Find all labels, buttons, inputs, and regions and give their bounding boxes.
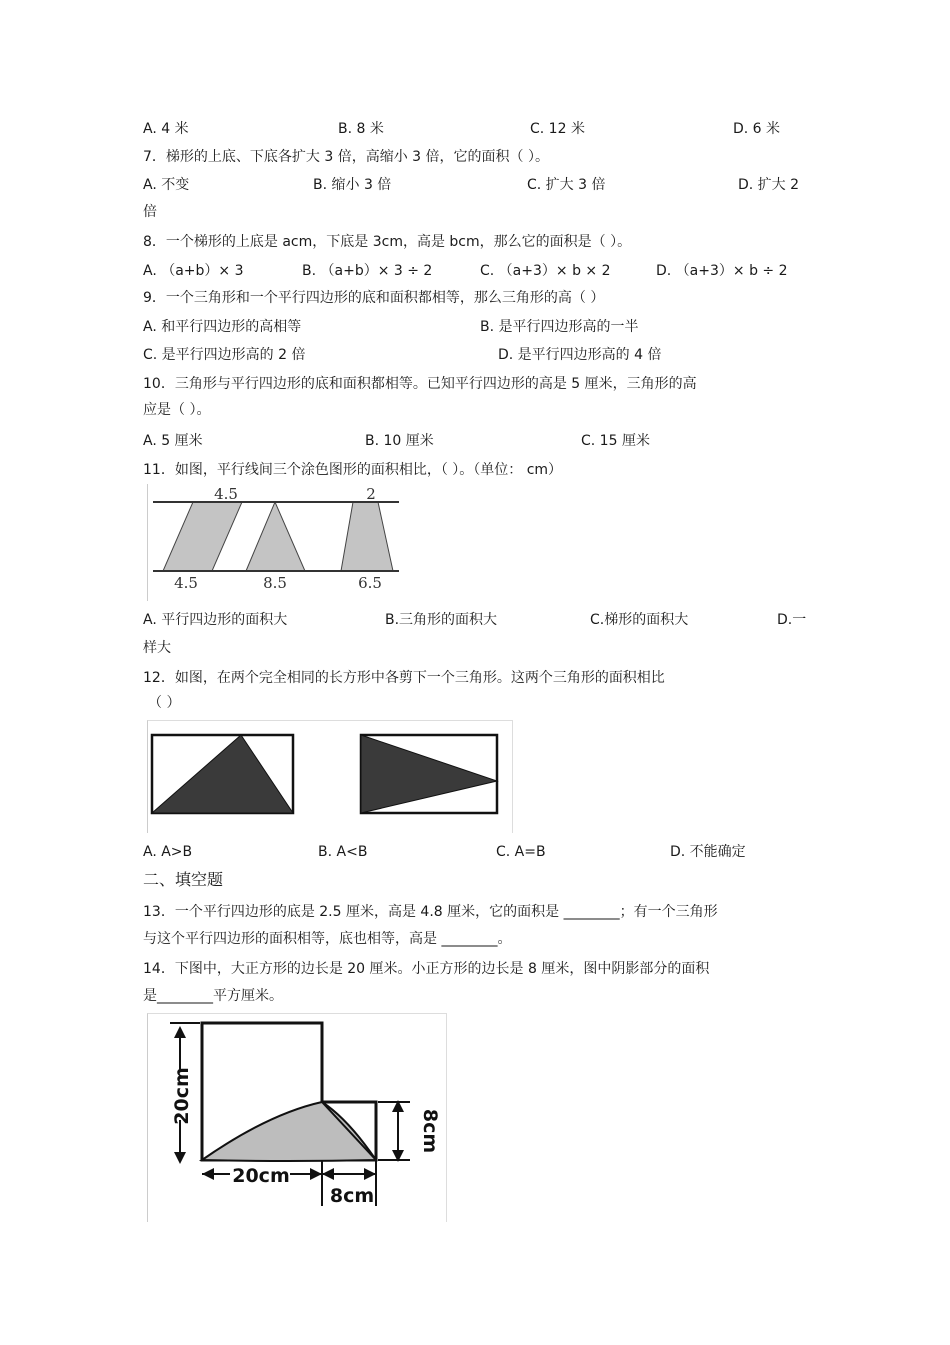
q11-label-bot1: 4.5 [174,574,198,592]
q14-stem-line2: 是________平方厘米。 [143,988,283,1004]
q6-option-d: D. 6 米 [733,121,781,137]
q7-option-d-wrap: 倍 [143,204,157,220]
q6-option-c: C. 12 米 [530,121,585,137]
q8-option-a: A. （a+b）× 3 [143,263,244,279]
q14-left-arrow-bottom [174,1152,186,1164]
q12-figure [147,720,513,833]
q12-option-b: B. A<B [318,844,368,860]
q10-stem-line2: 应是（ ）。 [143,402,211,418]
q11-figure [147,484,416,601]
q11-option-d-wrap: 样大 [143,640,171,656]
section-title-fill-blank: 二、填空题 [143,870,224,889]
q11-parallelogram [163,502,242,571]
q7-option-b: B. 缩小 3 倍 [313,177,392,193]
q8-stem: 8．一个梯形的上底是 acm，下底是 3cm，高是 bcm，那么它的面积是（ ）。 [143,234,632,250]
q14-label-bottom2: 8cm [329,1185,375,1207]
q11-option-d: D.一 [777,612,807,628]
q6-option-a: A. 4 米 [143,121,189,137]
q14-figure [147,1013,447,1222]
q14-bottom-arrow-mid2 [322,1168,334,1180]
q9-option-a: A. 和平行四边形的高相等 [143,319,302,335]
q10-stem-line1: 10．三角形与平行四边形的底和面积都相等。已知平行四边形的高是 5 厘米，三角形的高 [143,376,697,392]
q11-label-top1: 4.5 [214,485,238,503]
q10-option-c: C. 15 厘米 [581,433,650,449]
q11-label-bot2: 8.5 [263,574,287,592]
q14-label-right: 8cm [419,1108,441,1154]
q13-stem-line1: 13．一个平行四边形的底是 2.5 厘米，高是 4.8 厘米，它的面积是 ________；有一个三角形 [143,904,718,920]
q11-triangle [246,502,305,571]
q12-option-d: D. 不能确定 [670,844,746,860]
q14-stem-line1: 14．下图中，大正方形的边长是 20 厘米。小正方形的边长是 8 厘米，图中阴影部分的面积 [143,961,710,977]
q12-stem-line2: （ ） [148,695,181,711]
q8-option-b: B. （a+b）× 3 ÷ 2 [302,263,433,279]
q6-option-b: B. 8 米 [338,121,384,137]
q11-option-b: B.三角形的面积大 [385,612,498,628]
q11-trapezoid [341,502,393,571]
q8-option-c: C. （a+3）× b × 2 [480,263,611,279]
q14-bottom-arrow-mid1 [310,1168,322,1180]
q9-option-d: D. 是平行四边形高的 4 倍 [498,347,662,363]
q7-stem: 7．梯形的上底、下底各扩大 3 倍，高缩小 3 倍，它的面积（ ）。 [143,149,549,165]
q12-option-a: A. A>B [143,844,193,860]
q9-option-b: B. 是平行四边形高的一半 [480,319,639,335]
q12-option-c: C. A=B [496,844,546,860]
q12-stem-line1: 12．如图，在两个完全相同的长方形中各剪下一个三角形。这两个三角形的面积相比 [143,670,665,686]
q9-stem: 9．一个三角形和一个平行四边形的底和面积都相等，那么三角形的高（ ） [143,290,605,306]
q10-option-b: B. 10 厘米 [365,433,434,449]
q11-stem: 11．如图，平行线间三个涂色图形的面积相比，（ ）。（单位： cm） [143,462,563,478]
q14-label-bottom1: 20cm [232,1165,290,1187]
q11-label-bot3: 6.5 [358,574,382,592]
q14-bottom-arrow-right [364,1168,376,1180]
q8-option-d: D. （a+3）× b ÷ 2 [656,263,788,279]
q11-option-c: C.梯形的面积大 [590,612,689,628]
q11-label-top2: 2 [366,485,376,503]
q7-option-c: C. 扩大 3 倍 [527,177,606,193]
q14-left-arrow-top [174,1026,186,1038]
q7-option-a: A. 不变 [143,177,190,193]
q11-option-a: A. 平行四边形的面积大 [143,612,288,628]
q14-label-left: 20cm [171,1067,193,1125]
q14-bottom-arrow-left [202,1168,214,1180]
q13-stem-line2: 与这个平行四边形的面积相等，底也相等，高是 ________。 [143,931,512,947]
q7-option-d: D. 扩大 2 [738,177,800,193]
q9-option-c: C. 是平行四边形高的 2 倍 [143,347,306,363]
q10-option-a: A. 5 厘米 [143,433,203,449]
